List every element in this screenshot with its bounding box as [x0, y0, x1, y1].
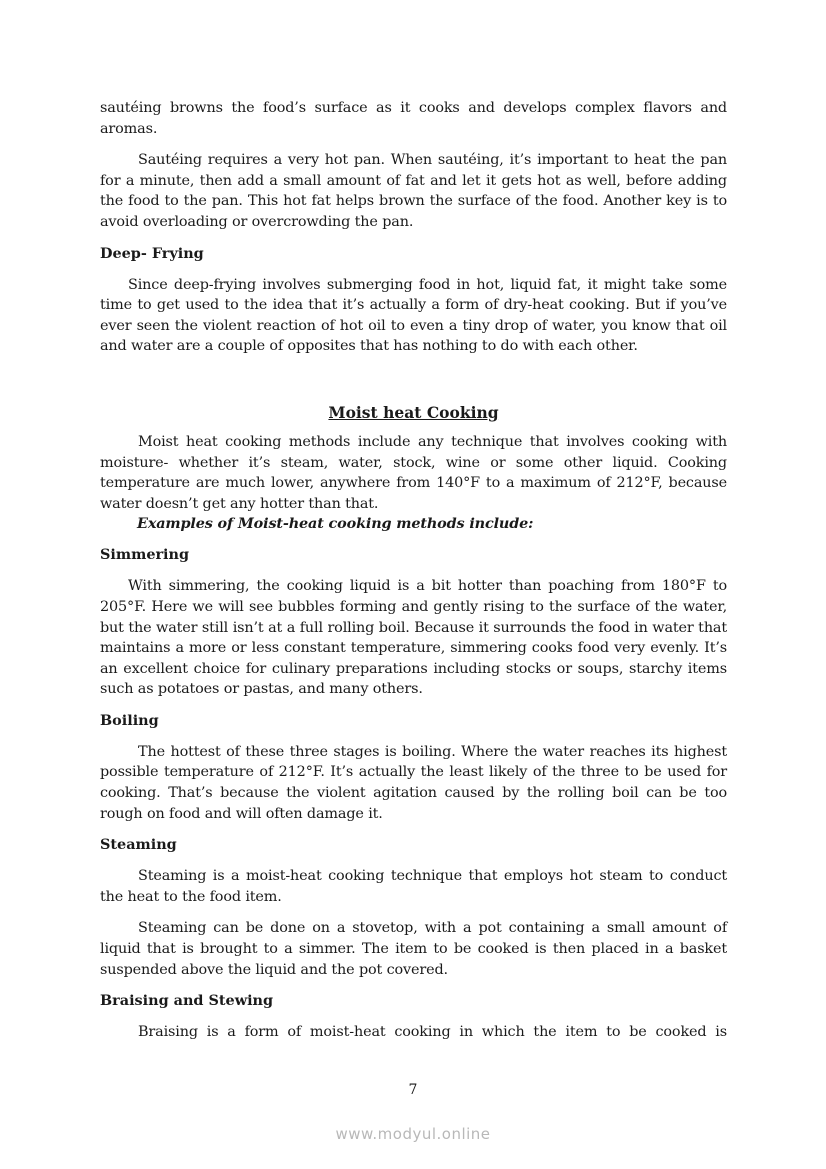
paragraph-deep-frying: Since deep-frying involves submerging food in hot, liquid fat, it might take some time to get used to the idea that it’s actually a form of dry-heat cooking. But if you’ve ever seen the violent reaction of hot oil to even a tiny drop of water, you know that oil and water are a couple of opposites that has nothing to do with each other. [100, 276, 727, 355]
heading-boiling: Boiling [100, 711, 159, 729]
paragraph-boiling: The hottest of these three stages is boiling. Where the water reaches its highest possible temperature of 212°F. It’s actually the least likely of the three to be used for cooking. That’s because the violent agitation caused by the rolling boil can be too rough on food and will often damage it. [100, 743, 727, 822]
paragraph-steaming-definition: Steaming is a moist-heat cooking technique that employs hot steam to conduct the heat to the food item. [100, 868, 727, 905]
examples-subheading: Examples of Moist-heat cooking methods include: [137, 515, 534, 533]
heading-deep-frying: Deep- Frying [100, 244, 204, 262]
paragraph-braising: Braising is a form of moist-heat cooking in which the item to be cooked is [138, 1024, 727, 1041]
document-page [100, 98, 727, 1043]
paragraph-sauteing-pan: Sautéing requires a very hot pan. When sautéing, it’s important to heat the pan for a minute, then add a small amount of fat and let it gets hot as well, before adding the food to the pan. This hot fat helps brown the surface of the food. Another key is to avoid overloading or overcrowding the pan. [100, 152, 727, 230]
paragraph-sauteing-end: sautéing browns the food’s surface as it cooks and develops complex flavors and aromas. [100, 100, 727, 137]
heading-braising-stewing: Braising and Stewing [100, 992, 274, 1010]
heading-steaming: Steaming [100, 836, 177, 854]
page-number: 7 [408, 1082, 418, 1098]
heading-simmering: Simmering [100, 546, 190, 564]
paragraph-moist-heat-intro: Moist heat cooking methods include any technique that involves cooking with moisture- whether it’s steam, water, stock, wine or some other liquid. Cooking temperature are much lower, anywhere from 140°F to a maximum of 212°F, because water doesn’t get any hotter than that. [100, 433, 727, 512]
paragraph-simmering: With simmering, the cooking liquid is a bit hotter than poaching from 180°F to 205°F. Here we will see bubbles forming and gently rising to the surface of the water, but the water still isn’t at a full rolling boil. Because it surrounds the food in water that maintains a more or less constant temperature, simmering cooks food very evenly. It’s an excellent choice for culinary preparations including stocks or soups, starchy items such as potatoes or pastas, and many others. [100, 578, 727, 698]
paragraph-steaming-method: Steaming can be done on a stovetop, with a pot containing a small amount of liquid that is brought to a simmer. The item to be cooked is then placed in a basket suspended above the liquid and the pot covered. [100, 920, 727, 978]
section-title-moist-heat: Moist heat Cooking [328, 402, 499, 422]
watermark: www.modyul.online [335, 1125, 491, 1143]
